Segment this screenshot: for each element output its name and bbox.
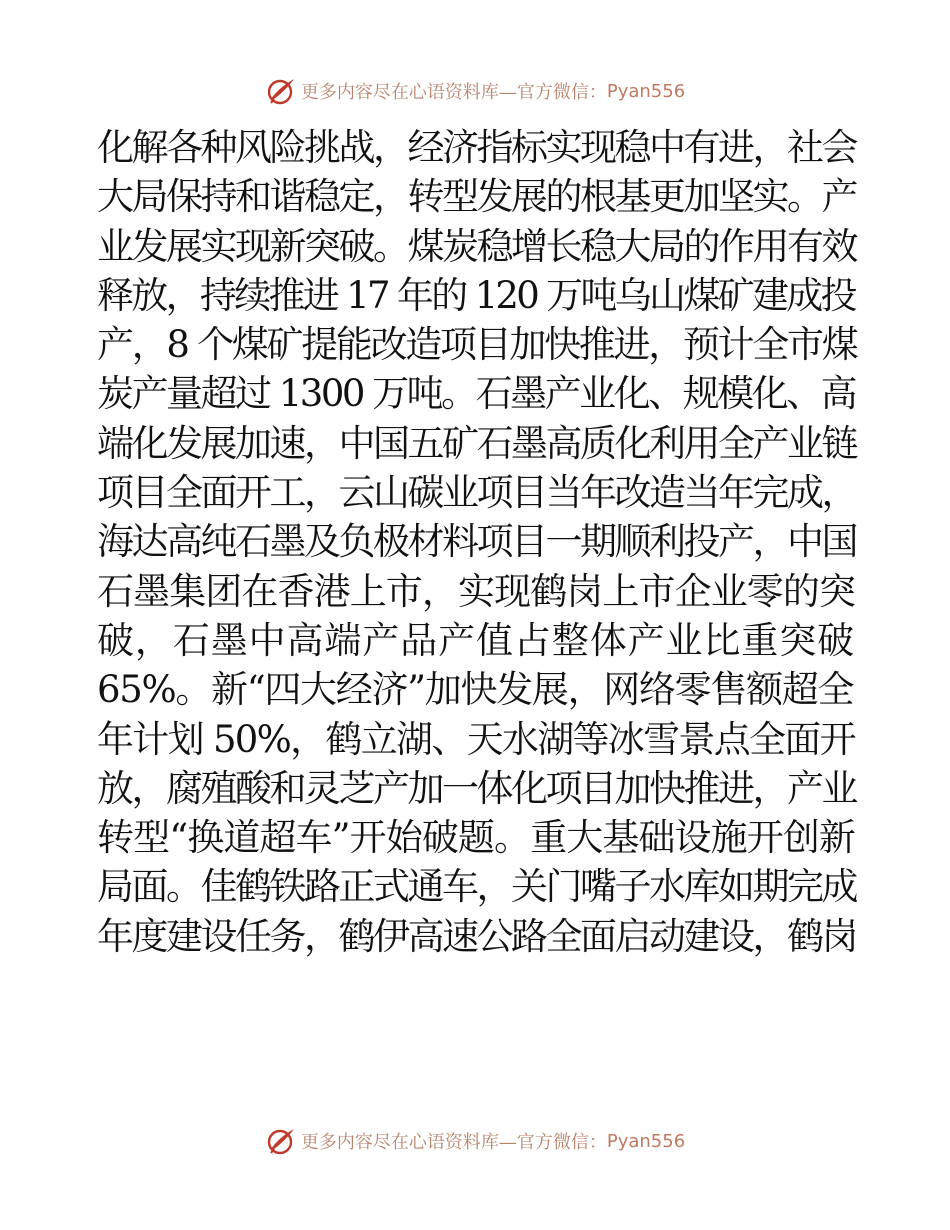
body-text-line: 端化发展加速，中国五矿石墨高质化利用全产业链 [97, 421, 856, 465]
body-text-line: 年计划 50%，鹤立湖、天水湖等冰雪景点全面开 [97, 717, 855, 761]
body-text-line: 炭产量超过 1300 万吨。石墨产业化、规模化、高 [97, 372, 856, 416]
body-text-line: 破，石墨中高端产品产值占整体产业比重突破 [97, 618, 855, 662]
body-paragraph [97, 123, 857, 961]
body-text-line: 放，腐殖酸和灵芝产加一体化项目加快推进，产业 [97, 766, 856, 810]
watermark-header [0, 73, 950, 109]
body-text-line: 大局保持和谐稳定，转型发展的根基更加坚实。产 [97, 175, 856, 219]
watermark-footer [0, 1123, 950, 1159]
quill-circle-logo-icon [265, 75, 297, 107]
watermark-text: 更多内容尽在心语资料库—官方微信： [300, 1132, 607, 1153]
quill-circle-logo-icon [265, 1125, 297, 1157]
body-text-line: 项目全面开工，云山碳业项目当年改造当年完成， [97, 471, 856, 515]
body-text-line: 产，8 个煤矿提能改造项目加快推进，预计全市煤 [97, 323, 857, 367]
watermark-wechat-id: Pyan556 [606, 1130, 686, 1152]
watermark-text: 更多内容尽在心语资料库—官方微信： [300, 82, 607, 103]
body-text-line: 石墨集团在香港上市，实现鹤岗上市企业零的突 [97, 569, 856, 613]
body-text-line: 化解各种风险挑战，经济指标实现稳中有进，社会 [97, 126, 856, 169]
body-text-line: 释放，持续推进 17 年的 120 万吨乌山煤矿建成投 [97, 273, 855, 317]
body-text-line: 65%。新“四大经济”加快发展，网络零售额超全 [97, 668, 854, 712]
watermark-wechat-id: Pyan556 [606, 80, 686, 102]
body-text-line: 转型“换道超车”开始破题。重大基础设施开创新 [97, 816, 856, 860]
body-text-line: 年度建设任务，鹤伊高速公路全面启动建设，鹤岗 [97, 914, 856, 958]
body-text-line: 业发展实现新突破。煤炭稳增长稳大局的作用有效 [97, 224, 856, 268]
body-text-line: 海达高纯石墨及负极材料项目一期顺利投产，中国 [97, 520, 856, 564]
body-text-line: 局面。佳鹤铁路正式通车，关门嘴子水库如期完成 [97, 865, 856, 909]
